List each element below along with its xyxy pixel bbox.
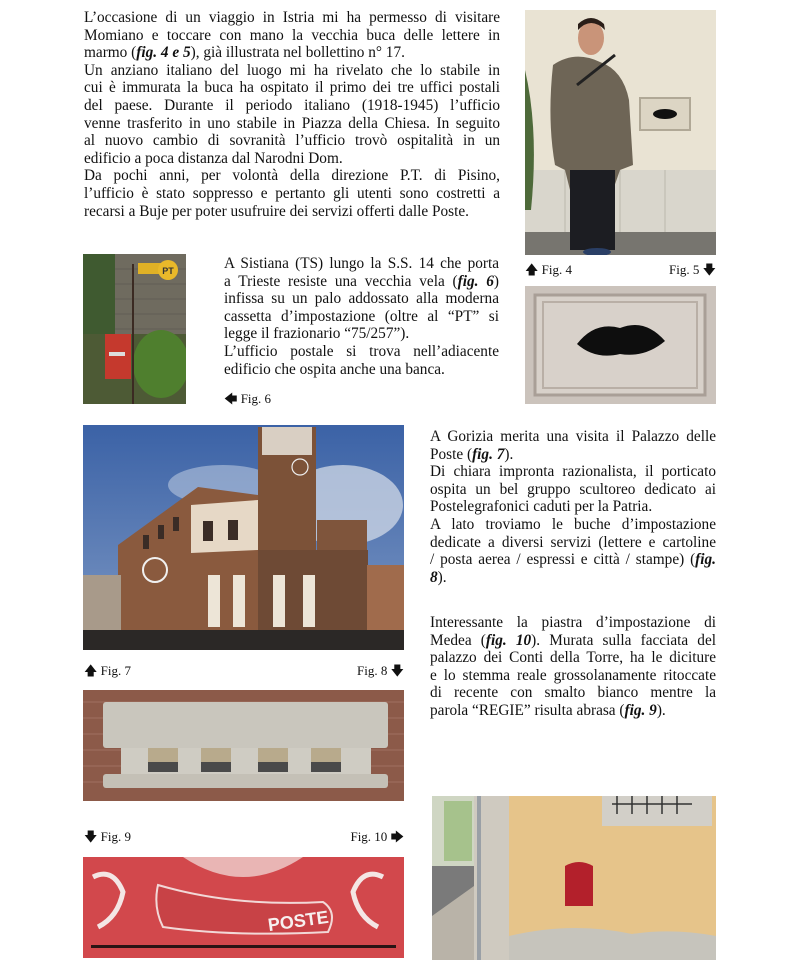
paragraph-gorizia — [430, 428, 716, 586]
arrow-left-icon: 🡄 — [224, 391, 238, 406]
text-line — [84, 44, 500, 62]
text-segment: A lato troviamo le buche d’impostazione — [430, 515, 716, 533]
caption-fig-4 — [525, 262, 572, 277]
caption-label: Fig. 8 — [357, 663, 388, 678]
figure-reference-bold — [458, 273, 494, 290]
text-segment: a Trieste resiste una vecchia vela ( — [224, 272, 458, 290]
text-segment: parola “REGIE” risulta abrasa ( — [430, 701, 625, 719]
text-segment: Poste ( — [430, 445, 473, 463]
text-segment: l’ufficio è stato soppresso e pertanto gli utenti sono costretti a — [84, 184, 500, 202]
text-segment: Momiano e toccare con mano la vecchia buca delle lettere in — [84, 26, 500, 44]
figure-reference: fig. 7 — [472, 445, 505, 463]
text-segment: ). Murata sulla facciata del — [531, 631, 716, 649]
text-line — [84, 167, 500, 185]
text-segment: edificio a poca distanza dal Narodni Dom. — [84, 149, 343, 167]
caption-fig-9 — [84, 829, 131, 844]
text-segment: Interessante la piastra d’impostazione di — [430, 614, 716, 631]
text-segment: ) — [493, 272, 499, 290]
figure-reference-bold — [136, 44, 190, 61]
text-line — [430, 569, 716, 587]
text-line — [84, 185, 500, 203]
ribbon-text: POSTE — [266, 906, 330, 936]
text-line — [224, 361, 499, 379]
text-line — [84, 115, 500, 133]
figure-5-photo — [525, 286, 716, 404]
caption-label: Fig. 6 — [240, 391, 272, 406]
figure-reference-bold — [625, 702, 657, 719]
text-segment: del paese. Durante il periodo italiano (1918-1945) l’ufficio — [84, 96, 500, 114]
text-line — [224, 273, 499, 291]
caption-fig-8 — [357, 663, 404, 678]
text-segment: infissa su un palo addossato alla moderna — [224, 290, 499, 308]
text-line — [430, 684, 716, 702]
text-line — [84, 9, 500, 27]
text-line — [430, 551, 716, 569]
figure-reference-bold — [695, 551, 716, 568]
text-line — [430, 667, 716, 685]
caption-label: Fig. 9 — [100, 829, 131, 844]
text-line — [84, 79, 500, 97]
text-segment: A Sistiana (TS) lungo la S.S. 14 che porta — [224, 255, 499, 272]
text-segment: recarsi a Buje per poter usufruire dei servizi offerti dalle Poste. — [84, 202, 469, 220]
text-segment: A Gorizia merita una visita il Palazzo delle — [430, 428, 716, 445]
text-segment: al nuovo cambio di sovranità l’ufficio trovò ospitalità in un — [84, 132, 500, 150]
text-segment: / posta aerea / espressi e città / stampe) ( — [430, 551, 696, 569]
text-line — [430, 614, 716, 632]
text-line — [430, 534, 716, 552]
arrow-down-icon: 🡇 — [84, 829, 98, 844]
figure-8-photo — [83, 690, 404, 801]
figure-reference-bold — [472, 446, 504, 463]
caption-fig-7 — [84, 663, 131, 678]
text-segment: legge il frazionario “75/257”). — [224, 325, 410, 343]
arrow-up-icon: 🡅 — [84, 663, 98, 678]
paragraph-momiano — [84, 9, 500, 220]
text-segment: Di chiara impronta razionalista, il porticato — [430, 463, 716, 481]
text-line — [430, 632, 716, 650]
text-segment: Un anziano italiano del luogo mi ha rivelato che lo stabile in — [84, 61, 500, 79]
text-line — [430, 463, 716, 481]
figure-reference-bold — [430, 569, 438, 586]
text-line — [430, 516, 716, 534]
text-line — [84, 150, 500, 168]
text-line — [224, 343, 499, 361]
paragraph-medea — [430, 614, 716, 720]
text-line — [224, 308, 499, 326]
figure-reference: fig. 4 e 5 — [136, 44, 191, 62]
caption-label: Fig. 4 — [541, 262, 572, 277]
text-segment: di recente con smalto bianco mentre la — [430, 684, 716, 702]
text-line — [430, 702, 716, 720]
text-segment: e lo stemma reale grossolanamente ritoccate — [430, 666, 716, 684]
text-line — [430, 649, 716, 667]
text-segment: Postelegrafonici caduti per la Patria. — [430, 498, 653, 516]
text-line — [430, 481, 716, 499]
figure-reference-bold — [486, 632, 531, 649]
text-segment: ospita un bel gruppo scultoreo dedicato ai — [430, 480, 716, 498]
text-segment: Medea ( — [430, 631, 486, 649]
caption-fig-5 — [669, 262, 716, 277]
text-line — [84, 97, 500, 115]
text-segment: palazzo dei Conti della Torre, ha le diciture — [430, 649, 716, 667]
text-segment: ). — [437, 568, 447, 586]
paragraph-sistiana — [224, 255, 499, 378]
caption-label: Fig. 10 — [350, 829, 388, 844]
text-segment: cui è immurata la buca ha ospitato il primo dei tre uffici postali — [84, 79, 500, 97]
caption-fig-10 — [350, 829, 404, 844]
text-segment: marmo ( — [84, 44, 137, 62]
figure-4-photo — [525, 10, 716, 255]
figure-reference: fig. 9 — [624, 701, 657, 719]
text-line — [430, 498, 716, 516]
figure-9-photo — [83, 857, 404, 958]
text-line — [224, 255, 499, 273]
figure-6-photo — [83, 254, 186, 404]
figure-reference: fig. 6 — [457, 272, 494, 290]
text-line — [84, 132, 500, 150]
text-line — [430, 428, 716, 446]
text-line — [84, 27, 500, 45]
arrow-down-icon: 🡇 — [390, 663, 404, 678]
arrow-down-icon: 🡇 — [702, 262, 716, 277]
figure-reference: fig. — [695, 551, 716, 569]
figure-reference: fig. 10 — [485, 631, 532, 649]
caption-label: Fig. 5 — [669, 262, 700, 277]
text-line — [84, 62, 500, 80]
figure-10-photo — [432, 796, 716, 960]
text-segment: L’occasione di un viaggio in Istria mi ha permesso di visitare — [84, 9, 500, 26]
figure-reference: 8 — [430, 568, 438, 586]
arrow-right-icon: 🡆 — [390, 829, 404, 844]
text-line — [430, 446, 716, 464]
text-segment: ), già illustrata nel bollettino n° 17. — [190, 44, 405, 62]
text-segment: venne trasferito in uno stabile in Piazza della Chiesa. In seguito — [84, 114, 500, 132]
text-segment: dedicate a diversi servizi (lettere e cartoline — [430, 533, 716, 551]
text-segment: ). — [504, 445, 514, 463]
caption-fig-6 — [224, 391, 271, 406]
text-segment: edificio che ospita anche una banca. — [224, 360, 445, 378]
figure-7-photo — [83, 425, 404, 650]
text-segment: L’ufficio postale si trova nell’adiacente — [224, 342, 499, 360]
text-segment: Da pochi anni, per volontà della direzione P.T. di Pisino, — [84, 167, 500, 185]
text-line — [84, 203, 500, 221]
text-line — [224, 290, 499, 308]
caption-label: Fig. 7 — [100, 663, 131, 678]
text-segment: cassetta d’impostazione (oltre al “PT” si — [224, 307, 499, 325]
pt-sign-text: PT — [162, 266, 174, 276]
text-line — [224, 325, 499, 343]
text-segment: ). — [656, 701, 666, 719]
arrow-up-icon: 🡅 — [525, 262, 539, 277]
